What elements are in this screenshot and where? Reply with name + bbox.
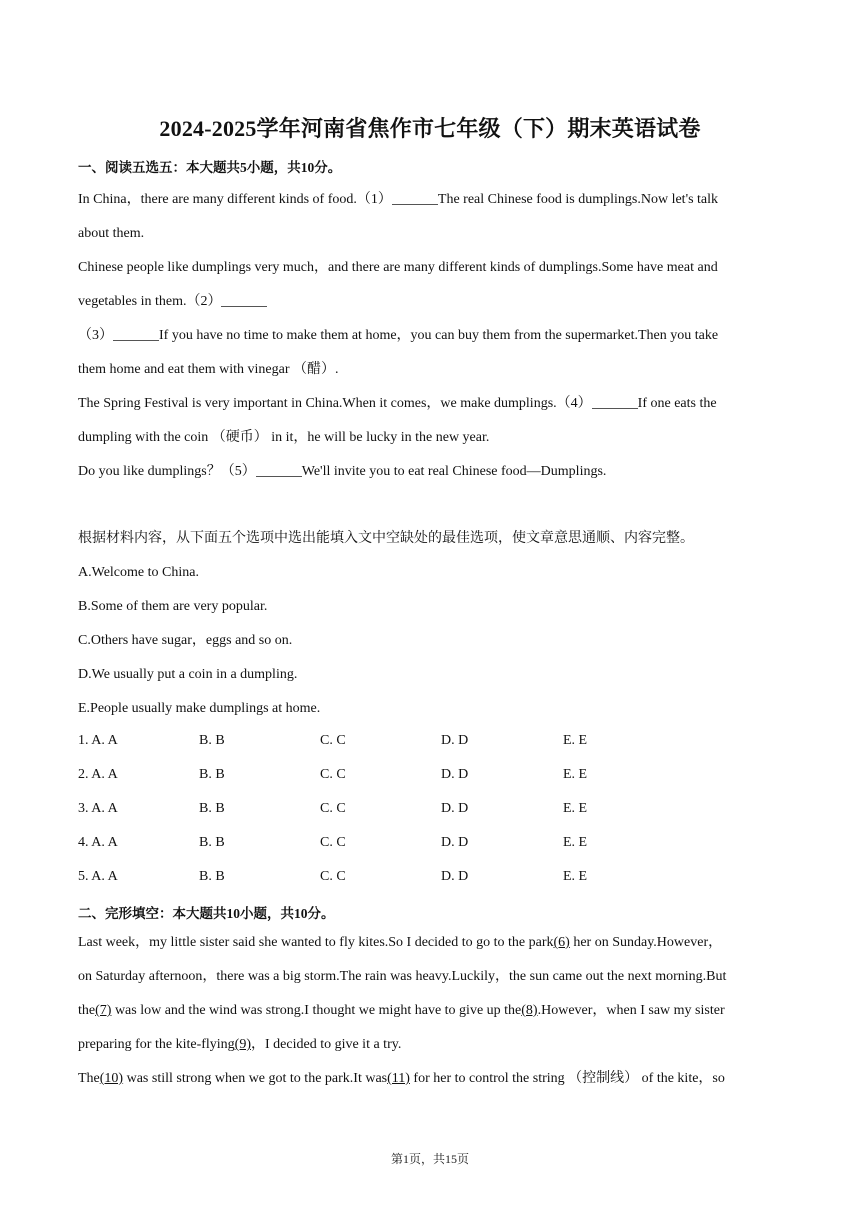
choice[interactable]: E. E <box>563 767 588 782</box>
passage-line: the(7) was low and the wind was strong.I thought we might have to give up the(8).However，when I saw my sister <box>78 1003 725 1018</box>
choice[interactable]: C. C <box>320 733 346 748</box>
blank-4[interactable] <box>592 394 638 409</box>
passage-line: preparing for the kite-flying(9)，I decided to give it a try. <box>78 1037 402 1052</box>
answer-row-5 <box>78 860 778 894</box>
blank-7[interactable]: (7) <box>95 1003 112 1018</box>
passage-line: The(10) was still strong when we got to the park.It was(11) for her to control the string （控制线） of the kite，so <box>78 1071 725 1086</box>
choice[interactable]: C. C <box>320 801 346 816</box>
answer-row-2 <box>78 758 778 792</box>
blank-10[interactable]: (10) <box>99 1071 124 1086</box>
option-b: B.Some of them are very popular. <box>78 599 268 614</box>
passage-line: dumpling with the coin （硬币） in it，he will be lucky in the new year. <box>78 430 490 445</box>
page-footer: 第1页，共15页 <box>390 1152 469 1166</box>
choice[interactable]: C. C <box>320 869 346 884</box>
option-a: A.Welcome to China. <box>78 565 199 580</box>
choice[interactable]: E. E <box>563 733 588 748</box>
passage-line: on Saturday afternoon，there was a big storm.The rain was heavy.Luckily，the sun came out the next morning.But <box>78 969 727 984</box>
passage-line: Do you like dumplings？（5） We'll invite you to eat real Chinese food—Dumplings. <box>78 464 607 479</box>
choice[interactable]: B. B <box>199 835 225 850</box>
answer-row-3 <box>78 792 778 826</box>
answer-choices <box>78 724 778 894</box>
section1-heading: 一、阅读五选五：本大题共5小题，共10分。 <box>78 160 342 175</box>
choice[interactable]: 4. A. A <box>78 835 118 850</box>
section1-instruction-block <box>78 522 778 726</box>
page-title: 2024-2025学年河南省焦作市七年级（下）期末英语试卷 <box>159 116 701 141</box>
passage-line: The Spring Festival is very important in China.When it comes，we make dumplings.（4） If one eats the <box>78 396 717 411</box>
section2-passage <box>78 926 788 1096</box>
blank-11[interactable]: (11) <box>387 1071 410 1086</box>
blank-9[interactable]: (9) <box>234 1037 251 1052</box>
blank-2[interactable] <box>221 292 267 307</box>
blank-3[interactable] <box>113 326 159 341</box>
blank-5[interactable] <box>256 462 302 477</box>
answer-row-4 <box>78 826 778 860</box>
choice[interactable]: D. D <box>441 733 469 748</box>
choice[interactable]: C. C <box>320 835 346 850</box>
passage-line: （3） If you have no time to make them at home，you can buy them from the supermarket.Then you take <box>78 328 719 343</box>
choice[interactable]: E. E <box>563 801 588 816</box>
section1-passage <box>78 183 778 489</box>
option-e: E.People usually make dumplings at home. <box>78 701 321 716</box>
choice[interactable]: B. B <box>199 767 225 782</box>
choice[interactable]: 2. A. A <box>78 767 118 782</box>
choice[interactable]: 1. A. A <box>78 733 118 748</box>
choice[interactable]: D. D <box>441 835 469 850</box>
blank-1[interactable] <box>392 190 438 205</box>
choice[interactable]: B. B <box>199 869 225 884</box>
passage-line: Last week，my little sister said she wanted to fly kites.So I decided to go to the park(6) her on Sunday.However， <box>78 935 723 950</box>
choice[interactable]: B. B <box>199 733 225 748</box>
answer-row-1 <box>78 724 778 758</box>
passage-line: them home and eat them with vinegar （醋）. <box>78 362 339 377</box>
choice[interactable]: E. E <box>563 835 588 850</box>
choice[interactable]: B. B <box>199 801 225 816</box>
blank-8[interactable]: (8) <box>521 1003 538 1018</box>
option-c: C.Others have sugar，eggs and so on. <box>78 633 293 648</box>
option-d: D.We usually put a coin in a dumpling. <box>78 667 298 682</box>
passage-line: In China，there are many different kinds of food.（1） The real Chinese food is dumplings.Now let's talk <box>78 192 719 207</box>
passage-line: Chinese people like dumplings very much，and there are many different kinds of dumplings.Some have meat and <box>78 260 718 275</box>
choice[interactable]: E. E <box>563 869 588 884</box>
section2-heading: 二、完形填空：本大题共10小题，共10分。 <box>78 906 335 921</box>
choice[interactable]: 3. A. A <box>78 801 118 816</box>
choice[interactable]: D. D <box>441 869 469 884</box>
passage-line: vegetables in them.（2） <box>78 285 778 319</box>
choice[interactable]: 5. A. A <box>78 869 118 884</box>
choice[interactable]: D. D <box>441 767 469 782</box>
choice[interactable]: D. D <box>441 801 469 816</box>
blank-6[interactable]: (6) <box>553 935 570 950</box>
passage-line: about them. <box>78 226 145 241</box>
instruction: 根据材料内容，从下面五个选项中选出能填入文中空缺处的最佳选项，使文章意思通顺、内容完整。 <box>78 531 694 546</box>
choice[interactable]: C. C <box>320 767 346 782</box>
